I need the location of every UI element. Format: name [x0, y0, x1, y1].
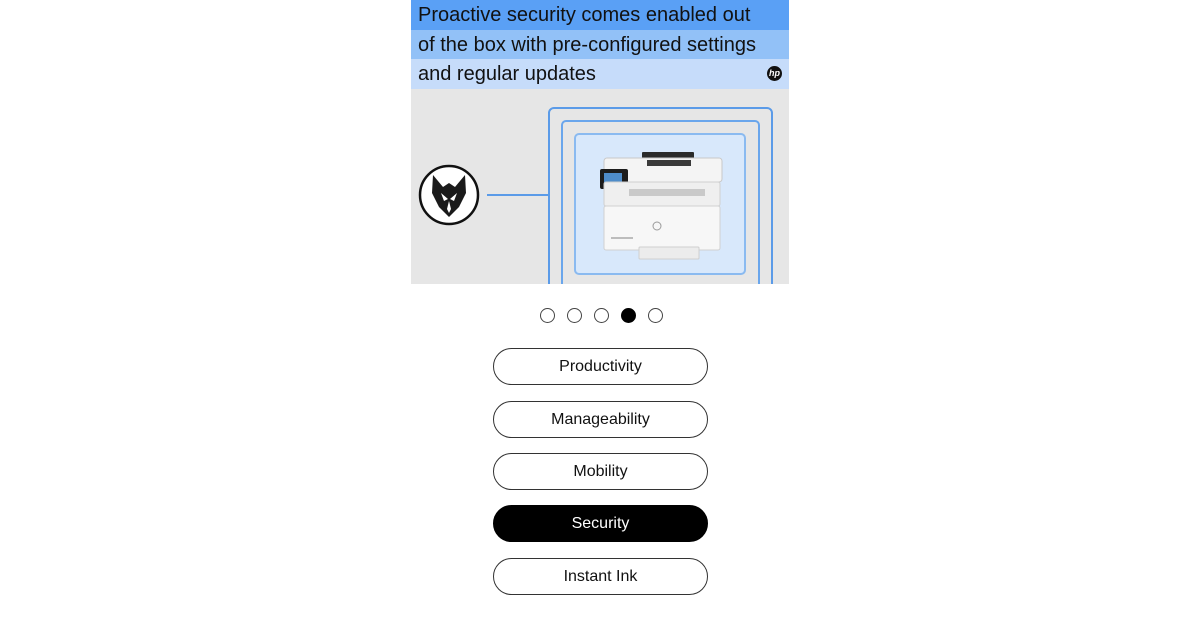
productivity-button[interactable]: Productivity [493, 348, 708, 385]
carousel-dot-4[interactable] [621, 308, 636, 323]
security-button[interactable]: Security [493, 505, 708, 542]
wolf-security-icon [420, 166, 478, 224]
carousel-dot-1[interactable] [540, 308, 555, 323]
hp-logo: hp [767, 66, 782, 81]
printer-icon [600, 152, 722, 259]
security-illustration [411, 89, 789, 284]
carousel-slide [411, 0, 789, 284]
mobility-button[interactable]: Mobility [493, 453, 708, 490]
carousel-dot-5[interactable] [648, 308, 663, 323]
instant-ink-button[interactable]: Instant Ink [493, 558, 708, 595]
headline-line-2: of the box with pre-configured settings [411, 30, 789, 60]
headline-line-3: and regular updates [411, 59, 789, 89]
manageability-button[interactable]: Manageability [493, 401, 708, 438]
carousel-pagination [540, 308, 663, 323]
headline-line-1: Proactive security comes enabled out [411, 0, 789, 30]
carousel-dot-3[interactable] [594, 308, 609, 323]
carousel-dot-2[interactable] [567, 308, 582, 323]
